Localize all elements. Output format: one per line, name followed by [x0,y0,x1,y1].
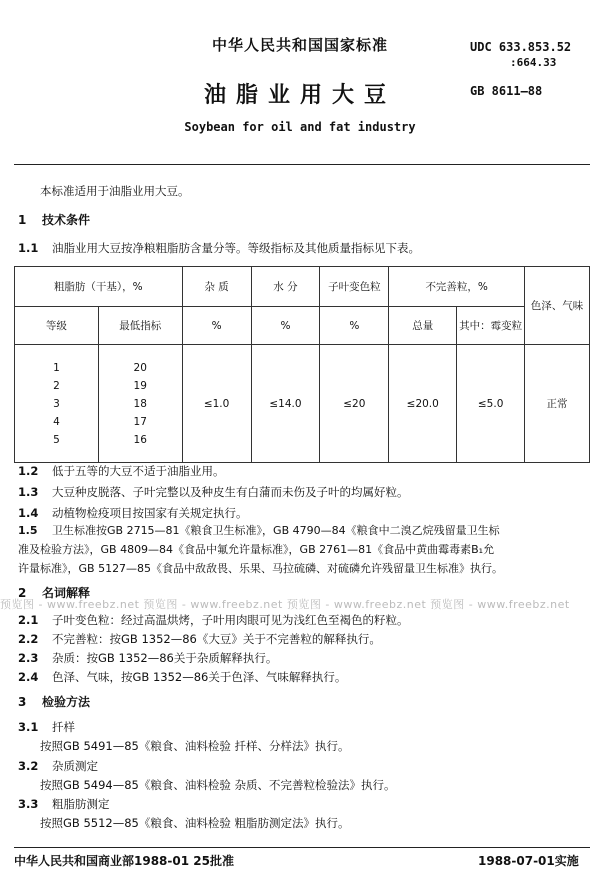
clause-text: 动植物检疫项目按国家有关规定执行。 [52,506,248,520]
clause-3-3-heading [18,796,110,812]
grade-value: 2 [53,379,60,392]
grade-value: 4 [53,415,60,428]
standard-number: GB 8611—88 [470,84,543,98]
clause-number: 2.4 [18,670,39,684]
clause-text: 色泽、气味，按GB 1352—86关于色泽、气味解释执行。 [52,670,347,684]
header-grade: 等级 [15,307,99,345]
min-index-value: 18 [133,397,147,410]
scope-statement: 本标准适用于油脂业用大豆。 [40,184,190,198]
clause-text: 大豆种皮脱落、子叶完整以及种皮生有白蒲而未伤及子叶的均属好粒。 [52,485,409,499]
footer-divider [14,847,590,848]
approval-statement: 中华人民共和国商业部1988-01 25批准 [14,854,234,868]
clause-text: 子叶变色粒：经过高温烘烤，子叶用肉眼可见为浅红色至褐色的籽粒。 [52,613,409,627]
header-min-index: 最低指标 [98,307,182,345]
grade-value: 5 [53,433,60,446]
english-title: Soybean for oil and fat industry [184,120,416,134]
clause-number: 2.2 [18,632,39,646]
section-title: 检验方法 [42,695,91,709]
clause-number: 3.2 [18,759,39,773]
clause-number: 2.1 [18,613,39,627]
moisture-value: ≤14.0 [251,345,320,463]
clause-number: 1.2 [18,464,39,478]
grade-value: 3 [53,397,60,410]
header-crude-fat: 粗脂肪（干基），% [15,267,183,307]
watermark-banner: 预览图 - www.freebz.net 预览图 - www.freebz.net 预览图 - www.freebz.net 预览图 - www.freebz.net [0,598,570,611]
clause-title: 粗脂肪测定 [52,797,110,811]
clause-1-5-line2: 准及检验方法》，GB 4809—84《食品中氟允许量标准》，GB 2761—81《食品中黄曲霉毒素B₁允 [18,543,495,556]
clause-1-5 [18,523,500,539]
quality-index-table [14,266,590,463]
clause-3-2-heading [18,758,98,774]
min-index-value: 19 [133,379,147,392]
clause-number: 1.5 [18,524,38,537]
min-index-column [98,345,182,463]
min-index-value: 20 [133,361,147,374]
section-number: 3 [18,695,27,709]
section-number: 1 [18,213,27,227]
section-title: 技术条件 [42,213,91,227]
clause-text-line1: 卫生标准按GB 2715—81《粮食卫生标准》，GB 4790—84《粮食中二溴乙烷残留量卫生标 [52,524,500,537]
clause-2-1 [18,612,409,628]
clause-1-1 [18,240,420,256]
clause-text: 油脂业用大豆按净粮粗脂肪含量分等。等级指标及其他质量指标见下表。 [52,241,420,255]
clause-text: 低于五等的大豆不适于油脂业用。 [52,464,225,478]
clause-2-2 [18,631,381,647]
mold-value: ≤5.0 [457,345,525,463]
section-number: 2 [18,586,27,600]
header-imperfect-kernels: 不完善粒，% [389,267,525,307]
clause-1-2 [18,463,225,479]
clause-number: 3.1 [18,720,39,734]
effective-date: 1988-07-01实施 [478,854,579,868]
clause-number: 2.3 [18,651,39,665]
grade-column [15,345,99,463]
clause-1-3 [18,484,409,500]
clause-number: 1.1 [18,241,39,255]
issuing-organization: 中华人民共和国国家标准 [211,36,388,54]
header-moisture: 水 分 [251,267,320,307]
grade-value: 1 [53,361,60,374]
clause-3-1-text: 按照GB 5491—85《粮食、油料检验 扦样、分样法》执行。 [40,739,350,753]
header-divider [14,164,590,165]
header-impurity: 杂 质 [182,267,251,307]
header-total: 总量 [389,307,457,345]
header-cotyledon-unit: % [320,307,389,345]
header-impurity-unit: % [182,307,251,345]
clause-number: 3.3 [18,797,39,811]
clause-title: 扦样 [52,720,75,734]
clause-3-2-text: 按照GB 5494—85《粮食、油料检验 杂质、不完善粒检验法》执行。 [40,778,396,792]
clause-text: 不完善粒：按GB 1352—86《大豆》关于不完善粒的解释执行。 [52,632,381,646]
udc-code-line2: :664.33 [510,56,557,69]
min-index-value: 17 [133,415,147,428]
min-index-value: 16 [133,433,147,446]
header-cotyledon-discolored: 子叶变色粒 [320,267,389,307]
imperfect-total-value: ≤20.0 [389,345,457,463]
header-mold: 其中：霉变粒 [457,307,525,345]
section-3-heading [18,694,90,710]
clause-title: 杂质测定 [52,759,98,773]
section-title: 名词解释 [42,586,91,600]
header-moisture-unit: % [251,307,320,345]
clause-3-3-text: 按照GB 5512—85《粮食、油料检验 粗脂肪测定法》执行。 [40,816,350,830]
clause-2-3 [18,650,277,666]
clause-number: 1.3 [18,485,39,499]
cotyledon-value: ≤20 [320,345,389,463]
clause-1-4 [18,505,248,521]
clause-1-5-line3: 许量标准》，GB 5127—85《食品中敌敌畏、乐果、马拉硫磷、对硫磷允许残留量卫生标准》执行。 [18,562,504,575]
document-title: 油脂业用大豆 [203,83,396,108]
section-1-heading [18,212,90,228]
impurity-value: ≤1.0 [182,345,251,463]
udc-code: UDC 633.853.52 [470,40,572,54]
header-color-smell: 色泽、气味 [525,267,590,345]
clause-3-1-heading [18,719,75,735]
color-smell-value: 正常 [525,345,590,463]
clause-2-4 [18,669,346,685]
clause-number: 1.4 [18,506,39,520]
clause-text: 杂质：按GB 1352—86关于杂质解释执行。 [52,651,278,665]
